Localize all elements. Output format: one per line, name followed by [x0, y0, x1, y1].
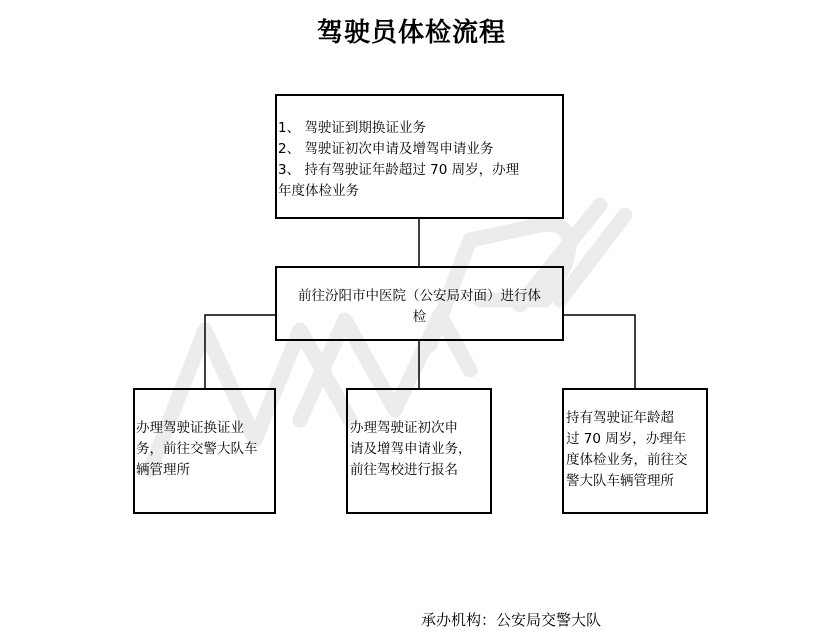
renewal-line-1: 办理驾驶证换证业	[136, 420, 244, 436]
first-application-step-box	[346, 388, 492, 514]
connector-middle-to-left	[205, 315, 275, 388]
annual-exam-line-1: 持有驾驶证年龄超	[566, 410, 674, 426]
first-application-line-3: 前往驾校进行报名	[350, 462, 458, 478]
renewal-line-3: 辆管理所	[136, 462, 190, 478]
renewal-line-2: 务，前往交警大队车	[136, 441, 258, 457]
medical-exam-line-1: 前往汾阳市中医院（公安局对面）进行体	[298, 288, 541, 304]
business-type-3: 3、 持有驾驶证年龄超过 70 周岁，办理	[278, 162, 520, 178]
medical-exam-line-2: 检	[412, 309, 427, 325]
organizer-footer: 承办机构：公安局交警大队	[421, 611, 602, 629]
annual-exam-line-3: 度体检业务，前往交	[566, 452, 688, 468]
business-type-3-cont: 年度体检业务	[278, 183, 359, 199]
connector-middle-to-right	[564, 315, 635, 388]
business-type-1: 1、 驾驶证到期换证业务	[278, 120, 426, 136]
medical-exam-box	[275, 266, 564, 341]
business-types-box	[275, 94, 564, 219]
annual-exam-step-box	[562, 388, 708, 514]
annual-exam-line-4: 警大队车辆管理所	[566, 473, 674, 489]
first-application-line-1: 办理驾驶证初次申	[350, 420, 458, 436]
annual-exam-line-2: 过 70 周岁，办理年	[566, 431, 687, 447]
first-application-line-2: 请及增驾申请业务，	[350, 441, 472, 457]
page-title: 驾驶员体检流程	[316, 18, 506, 48]
renewal-step-box	[133, 388, 276, 514]
business-type-2: 2、 驾驶证初次申请及增驾申请业务	[278, 141, 494, 157]
